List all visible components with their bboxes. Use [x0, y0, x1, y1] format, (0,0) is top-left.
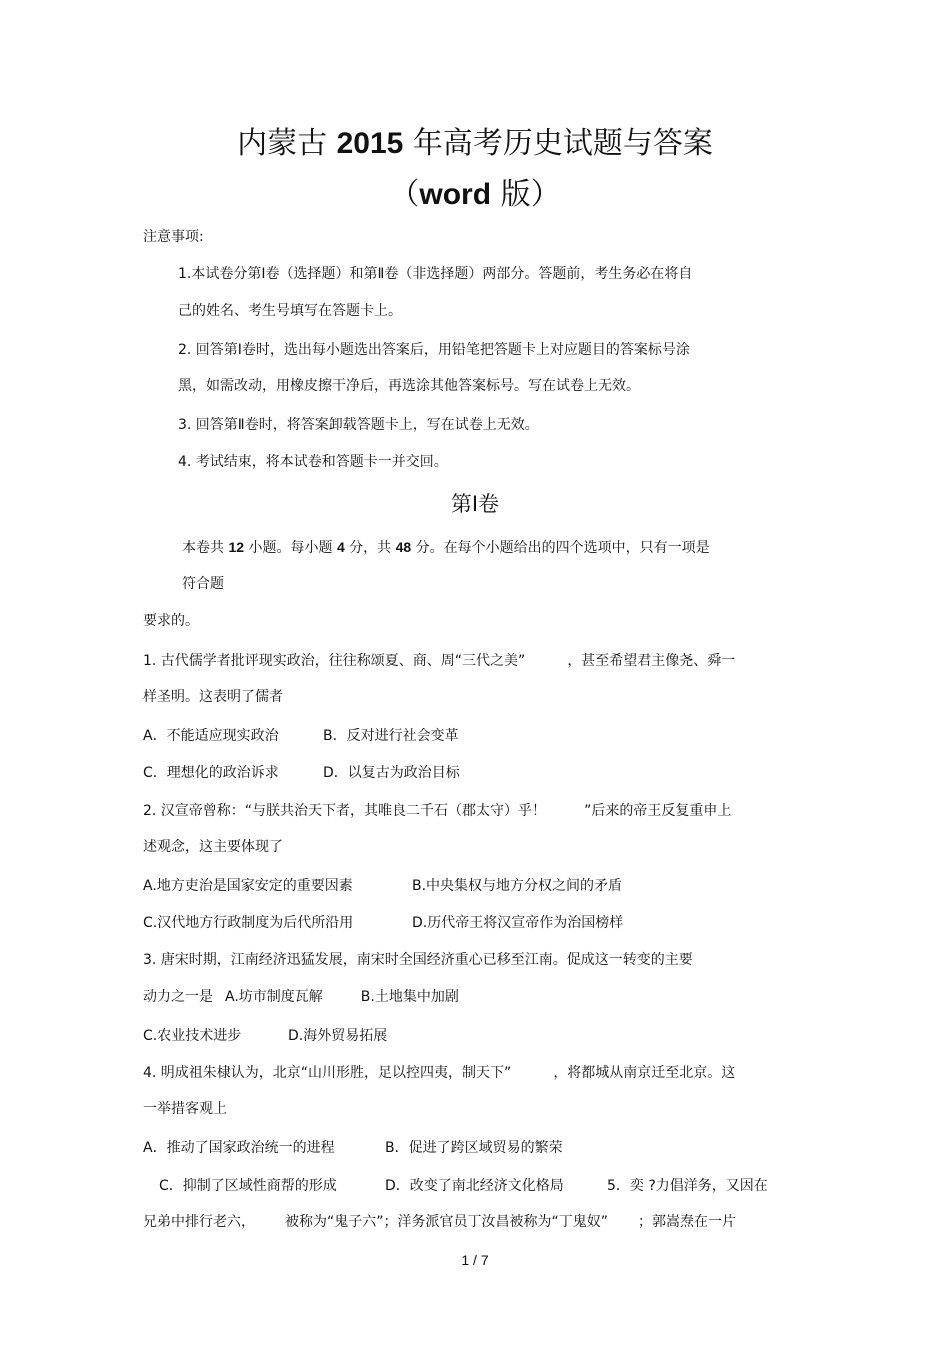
- q3-option-b: B.土地集中加剧: [360, 989, 459, 1005]
- section-title: 第Ⅰ卷: [450, 492, 500, 516]
- q1-option-b: B．反对进行社会变革: [323, 728, 459, 744]
- intro-text-2: 小题。每小题: [244, 540, 337, 556]
- q2-stem-part-a: 2. 汉宣帝曾称：“与朕共治天下者，其唯良二千石（郡太守）乎！: [143, 803, 547, 819]
- intro-points-total: 48: [395, 539, 412, 555]
- question-1-stem-line-2: 样圣明。这表明了儒者: [143, 689, 283, 705]
- q2-option-b: B.中央集权与地方分权之间的矛盾: [412, 878, 623, 894]
- document-title: [0, 124, 950, 164]
- question-3-stem-line-1: 3. 唐宋时期，江南经济迅猛发展，南宋时全国经济重心已移至江南。促成这一转变的主要: [143, 952, 693, 968]
- q5-stem-part-b: 被称为“鬼子六”；洋务派官员丁汝昌被称为“丁鬼奴”: [285, 1214, 609, 1230]
- page-number: 1 / 7: [461, 1252, 489, 1268]
- subtitle-word: word: [419, 178, 492, 211]
- note-3: 3. 回答第Ⅱ卷时，将答案卸载答题卡上，写在试卷上无效。: [178, 417, 539, 433]
- note-4: 4. 考试结束，将本试卷和答题卡一并交回。: [178, 454, 448, 470]
- note-1-line-1: 1.本试卷分第Ⅰ卷（选择题）和第Ⅱ卷（非选择题）两部分。答题前，考生务必在将自: [178, 266, 693, 282]
- section-intro-line-3: 要求的。: [143, 613, 199, 629]
- question-3-stem-line-2: [143, 988, 459, 1006]
- q3-stem-part: 动力之一是: [143, 989, 213, 1005]
- q2-option-c: C.汉代地方行政制度为后代所沿用: [143, 915, 354, 931]
- note-2-line-1: 2. 回答第Ⅰ卷时，选出每小题选出答案后，用铅笔把答题卡上对应题目的答案标号涂: [178, 342, 690, 358]
- title-region: 内蒙古: [237, 126, 337, 161]
- intro-question-count: 12: [228, 539, 245, 555]
- question-4-stem-line-1: [143, 1064, 735, 1082]
- q4-stem-part-b: ，将都城从南京迁至北京。这: [553, 1065, 736, 1081]
- q2-option-d: D.历代帝王将汉宣帝作为治国榜样: [412, 915, 624, 931]
- title-year: 2015: [336, 127, 404, 160]
- note-2-line-2: 黑，如需改动，用橡皮擦干净后，再选涂其他答案标号。写在试卷上无效。: [178, 378, 640, 394]
- question-1-stem-line-1: [143, 652, 735, 670]
- question-5-stem-line-2: [143, 1213, 736, 1231]
- question-4-stem-line-2: 一举措客观上: [143, 1101, 227, 1117]
- intro-text-4: 分。在每个小题给出的四个选项中，只有一项是: [411, 540, 710, 556]
- q4-option-a: A．推动了国家政治统一的进程: [143, 1140, 335, 1156]
- q1-stem-part-a: 1. 古代儒学者批评现实政治，往往称颂夏、商、周“三代之美”: [143, 653, 526, 669]
- q1-stem-part-b: ，甚至希望君主像尧、舜一: [567, 653, 736, 669]
- q4-option-c: C．抑制了区域性商帮的形成: [159, 1178, 337, 1194]
- q1-option-d: D．以复古为政治目标: [323, 765, 460, 781]
- q2-option-a: A.地方吏治是国家安定的重要因素: [143, 878, 353, 894]
- question-2-stem-line-1: [143, 802, 731, 820]
- q3-option-d: D.海外贸易拓展: [288, 1028, 388, 1044]
- q5-stem-part-c: ；郭嵩焘在一片: [638, 1214, 737, 1230]
- intro-points-each: 4: [336, 539, 345, 555]
- note-1-line-2: 己的姓名、考生号填写在答题卡上。: [178, 303, 402, 319]
- section-intro-line-2: 符合题: [182, 576, 224, 592]
- q4-option-d: D．改变了南北经济文化格局: [385, 1178, 564, 1194]
- q1-option-c: C．理想化的政治诉求: [143, 765, 279, 781]
- section-intro-line-1: [182, 538, 710, 557]
- q4-stem-part-a: 4. 明成祖朱棣认为，北京“山川形胜，足以控四夷，制天下”: [143, 1065, 512, 1081]
- q3-option-c: C.农业技术进步: [143, 1028, 242, 1044]
- intro-text-3: 分，共: [344, 540, 396, 556]
- question-2-stem-line-2: 述观念，这主要体现了: [143, 839, 283, 855]
- q1-option-a: A．不能适应现实政治: [143, 728, 279, 744]
- question-5-stem-start: 5．奕 ?力倡洋务，又因在: [607, 1178, 768, 1194]
- q5-stem-part-a: 兄弟中排行老六，: [143, 1214, 255, 1230]
- intro-text-1: 本卷共: [182, 540, 229, 556]
- subtitle-open: （: [389, 177, 420, 212]
- title-text: 年高考历史试题与答案: [403, 126, 713, 161]
- document-subtitle: [0, 175, 950, 215]
- q3-option-a: A.坊市制度瓦解: [225, 989, 323, 1005]
- q4-option-b: B．促进了跨区域贸易的繁荣: [385, 1140, 563, 1156]
- q2-stem-part-b: ”后来的帝王反复重申上: [584, 803, 732, 819]
- subtitle-close: 版）: [491, 177, 561, 212]
- notes-heading: 注意事项:: [143, 229, 204, 245]
